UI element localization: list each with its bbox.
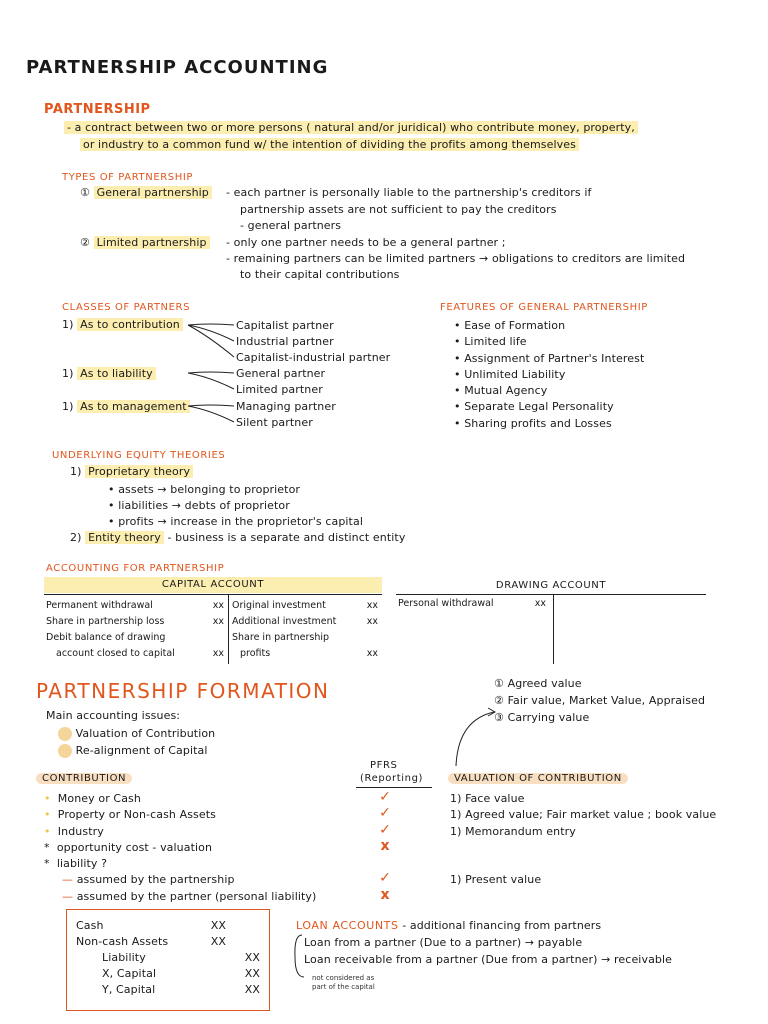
- list-item: 1) Agreed value; Fair market value ; book value: [450, 808, 717, 822]
- page-title: PARTNERSHIP ACCOUNTING: [26, 57, 329, 78]
- journal-entry-lines: [76, 918, 260, 998]
- class-contribution: 1) As to contribution: [62, 318, 183, 331]
- general-desc1: - each partner is personally liable to the partnership's creditors if: [226, 186, 592, 199]
- ledger-row: account closed to capital xx: [56, 648, 224, 659]
- general-partnership: ① General partnership: [80, 186, 212, 199]
- entity-theory: 2) Entity theory - business is a separate and distinct entity: [70, 531, 406, 544]
- ledger-row: Permanent withdrawal xx: [46, 600, 224, 611]
- check-icon: ✓: [379, 789, 391, 805]
- drawing-account-rule: [396, 594, 706, 595]
- pfrs-marks: [378, 789, 392, 903]
- ledger-row: Share in partnership: [232, 632, 330, 643]
- bracket-icon: [292, 933, 306, 981]
- list-item: ② Fair value, Market Value, Appraised: [494, 694, 706, 707]
- drawing-account-title: DRAWING ACCOUNT: [495, 580, 607, 591]
- list-item: [450, 856, 716, 872]
- list-item: 1) Present value: [450, 873, 542, 887]
- limited-desc2: - remaining partners can be limited partners → obligations to creditors are limited: [226, 252, 686, 265]
- classes-heading: CLASSES OF PARTNERS: [62, 302, 191, 313]
- class-item: General partner: [236, 367, 326, 380]
- list-item: * liability ?: [44, 857, 108, 871]
- class-item: Industrial partner: [236, 335, 334, 348]
- capital-account-divider: [228, 594, 229, 664]
- ledger-row: Debit balance of drawing: [46, 632, 166, 643]
- loan-line2: Loan receivable from a partner (Due from a partner) → receivable: [304, 953, 673, 966]
- contribution-list: [44, 791, 316, 905]
- capital-debit-side: [46, 598, 224, 662]
- list-item: • Property or Non-cash Assets: [44, 808, 216, 822]
- loan-line1: Loan from a partner (Due to a partner) → payable: [304, 936, 583, 949]
- ledger-row: profits xx: [240, 648, 378, 659]
- class-management: 1) As to management: [62, 400, 190, 413]
- dot-icon: [58, 727, 72, 741]
- loan-note: not considered as part of the capital: [312, 974, 375, 991]
- feature-item: • Sharing profits and Losses: [454, 416, 612, 430]
- journal-line: Y, Capital XX: [102, 983, 260, 996]
- valuation-methods: [494, 675, 705, 726]
- class-connector-lines: [180, 315, 240, 435]
- feature-item: • Mutual Agency: [454, 384, 548, 398]
- list-item: ③ Carrying value: [494, 711, 590, 724]
- valuation-list: [450, 791, 716, 889]
- drawing-account-divider: [553, 594, 554, 664]
- limited-desc3: to their capital contributions: [240, 268, 400, 281]
- class-liability: 1) As to liability: [62, 367, 156, 380]
- feature-item: • Separate Legal Personality: [454, 400, 614, 414]
- journal-line: X, Capital XX: [102, 967, 260, 980]
- list-item: 1) Face value: [450, 792, 525, 805]
- class-item: Limited partner: [236, 383, 323, 396]
- list-item: • liabilities → debts of proprietor: [108, 499, 290, 512]
- accounting-heading: ACCOUNTING FOR PARTNERSHIP: [46, 563, 225, 574]
- capital-credit-side: [232, 598, 378, 662]
- capital-account-rule: [44, 594, 382, 595]
- class-item: Capitalist-industrial partner: [236, 351, 391, 364]
- general-desc2: partnership assets are not sufficient to pay the creditors: [240, 203, 557, 216]
- list-item: Valuation of Contribution: [58, 725, 215, 742]
- limited-desc1: - only one partner needs to be a general partner ;: [226, 236, 506, 249]
- issues-heading: Main accounting issues:: [46, 709, 181, 722]
- proprietary-bullets: [108, 482, 363, 530]
- partnership-definition-line1: - a contract between two or more persons ( natural and/or juridical) who contribute money, property,: [64, 121, 638, 134]
- class-item: Managing partner: [236, 400, 336, 413]
- pfrs-rule: [356, 787, 432, 788]
- general-partnership-label: General partnership: [94, 186, 212, 199]
- dot-icon: [58, 744, 72, 758]
- valuation-heading: VALUATION OF CONTRIBUTION: [448, 773, 628, 784]
- general-desc3: - general partners: [240, 219, 342, 232]
- feature-item: • Assignment of Partner's Interest: [454, 351, 645, 365]
- class-item: Capitalist partner: [236, 319, 334, 332]
- feature-item: • Ease of Formation: [454, 319, 566, 332]
- types-heading: TYPES OF PARTNERSHIP: [62, 172, 194, 183]
- capital-account-title: CAPITAL ACCOUNT: [161, 579, 265, 590]
- list-item: — assumed by the partner (personal liability): [62, 889, 317, 903]
- loan-accounts: LOAN ACCOUNTS - additional financing from partners: [296, 919, 602, 932]
- blank-mark: [378, 854, 392, 870]
- contribution-heading: CONTRIBUTION: [36, 773, 132, 784]
- features-list: [454, 318, 684, 432]
- pfrs-sublabel: (Reporting): [360, 773, 424, 784]
- theories-heading: UNDERLYING EQUITY THEORIES: [52, 450, 226, 461]
- check-icon: ✓: [379, 870, 391, 887]
- ledger-row: Additional investment xx: [232, 616, 378, 627]
- pfrs-label: PFRS: [370, 760, 398, 771]
- drawing-debit-row: Personal withdrawal xx: [398, 598, 546, 609]
- list-item: • assets → belonging to proprietor: [108, 483, 301, 496]
- formation-heading: PARTNERSHIP FORMATION: [36, 679, 330, 703]
- ledger-row: Share in partnership loss xx: [46, 616, 224, 627]
- partnership-heading: PARTNERSHIP: [44, 102, 151, 117]
- features-heading: FEATURES OF GENERAL PARTNERSHIP: [440, 302, 648, 313]
- list-item: • profits → increase in the proprietor's capital: [108, 515, 363, 528]
- cross-icon: x: [380, 886, 390, 903]
- list-item: • Money or Cash: [44, 792, 141, 805]
- limited-partnership: ② Limited partnership: [80, 236, 210, 249]
- list-item: Re-alignment of Capital: [58, 742, 215, 759]
- proprietary-theory: 1) Proprietary theory: [70, 465, 193, 478]
- journal-line: Cash XX: [76, 919, 226, 932]
- list-item: — assumed by the partnership: [62, 873, 235, 887]
- arrow-icon: [448, 706, 498, 772]
- check-icon: ✓: [379, 805, 391, 822]
- issues-list: [58, 725, 215, 759]
- cross-icon: x: [380, 837, 390, 854]
- list-item: 1) Memorandum entry: [450, 824, 576, 838]
- list-item: • Industry: [44, 824, 104, 838]
- check-icon: ✓: [379, 821, 391, 838]
- limited-partnership-label: Limited partnership: [94, 236, 210, 249]
- partnership-definition-line2: or industry to a common fund w/ the intention of dividing the profits among themselves: [80, 138, 579, 151]
- feature-item: • Unlimited Liability: [454, 367, 566, 381]
- class-item: Silent partner: [236, 416, 313, 429]
- list-item: ① Agreed value: [494, 677, 582, 690]
- ledger-row: Original investment xx: [232, 600, 378, 611]
- list-item: * opportunity cost - valuation: [44, 840, 213, 854]
- feature-item: • Limited life: [454, 335, 527, 349]
- journal-line: Non-cash Assets XX: [76, 935, 226, 948]
- journal-line: Liability XX: [102, 951, 260, 964]
- list-item: [450, 840, 716, 856]
